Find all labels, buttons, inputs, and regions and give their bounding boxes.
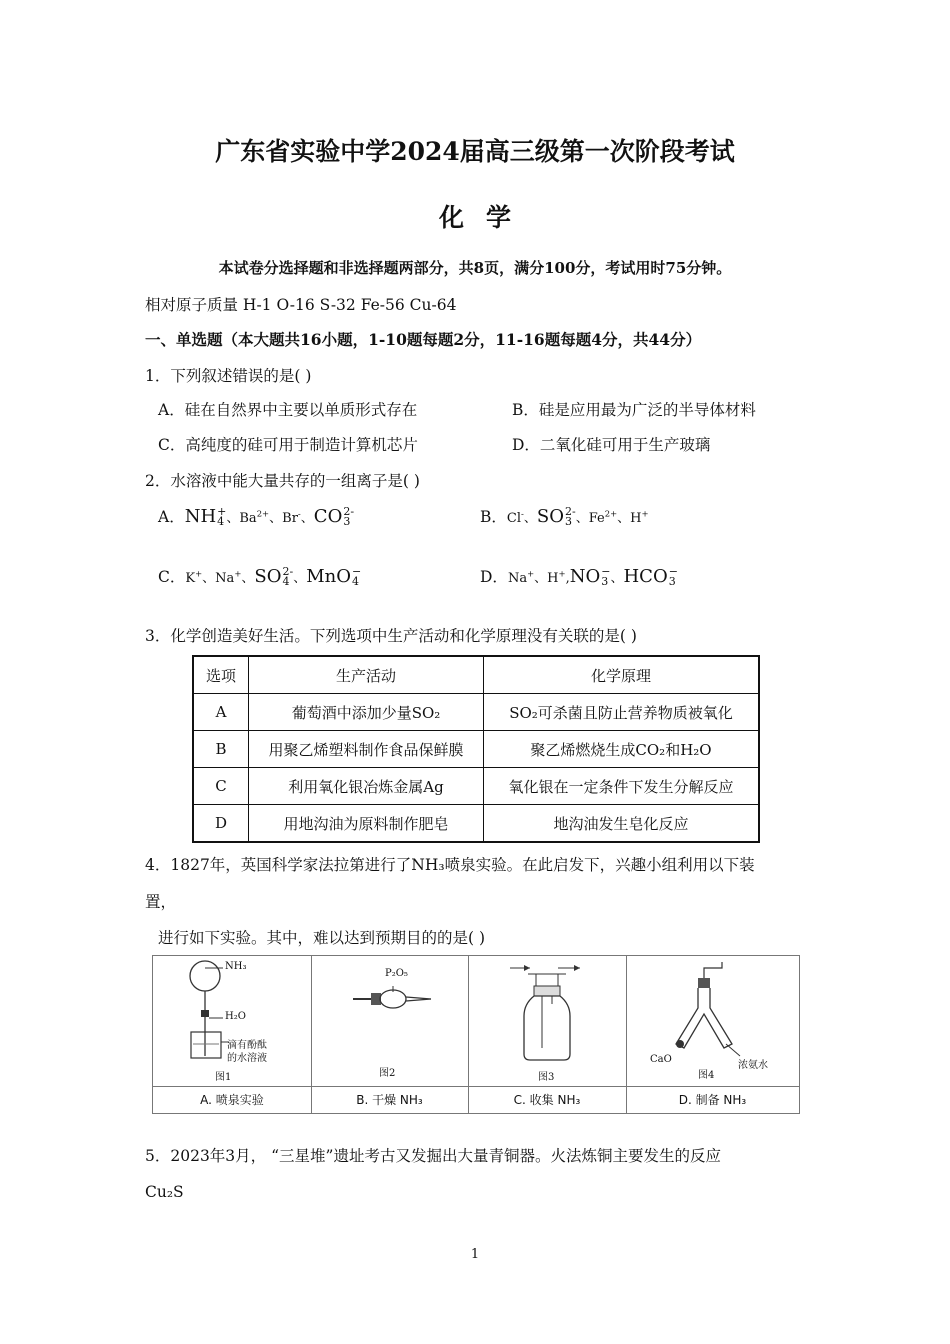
- figure-3: [468, 956, 627, 1113]
- exam-note: 本试卷分选择题和非选择题两部分，共8页，满分100分，考试用时75分钟。: [218, 259, 732, 277]
- table-cell: SO₂可杀菌且防止营养物质被氧化: [484, 694, 760, 731]
- table-cell: 氧化银在一定条件下发生分解反应: [484, 768, 760, 805]
- table-cell: 葡萄酒中添加少量SO₂: [249, 694, 484, 731]
- figure-4-text-cao: CaO: [650, 1054, 672, 1065]
- figure-2-label: 图2: [379, 1068, 396, 1079]
- section-title: 一、单选题（本大题共16小题，1-10题每题2分，11-16题每题4分，共44分）: [145, 330, 702, 349]
- q2-option-d: D．Na+、H+,NO − 3 、HCO − 3: [480, 565, 678, 588]
- q1-option-b: B．硅是应用最为广泛的半导体材料: [512, 401, 756, 419]
- table-cell: 聚乙烯燃烧生成CO₂和H₂O: [484, 731, 760, 768]
- q2-option-c: C．K+、Na+、SO 2- 4 、MnO − 4: [158, 565, 362, 588]
- q1-option-c: C．高纯度的硅可用于制造计算机芯片: [158, 436, 418, 454]
- table-cell: C: [193, 768, 249, 805]
- q2-label-a: A．: [158, 508, 185, 526]
- figure-4-label: 图4: [698, 1070, 715, 1081]
- atomic-masses: 相对原子质量 H-1 O-16 S-32 Fe-56 Cu-64: [145, 296, 457, 314]
- table-row: [193, 731, 759, 768]
- figure-1-text-nh3: NH₃: [225, 961, 247, 972]
- figure-1-text-h2o: H₂O: [225, 1011, 246, 1022]
- figure-3-label: 图3: [538, 1072, 555, 1083]
- q2-label-b: B．: [480, 508, 507, 526]
- table-cell: 地沟油发生皂化反应: [484, 805, 760, 843]
- table-cell: 用聚乙烯塑料制作食品保鲜膜: [249, 731, 484, 768]
- figure-1-text-1: 滴有酚酞: [227, 1040, 267, 1051]
- q5-formula: Cu₂S: [145, 1183, 184, 1201]
- q2-label-c: C．: [158, 568, 186, 586]
- q4-stem-line1: 4．1827年，英国科学家法拉第进行了NH₃喷泉实验。在此启发下，兴趣小组利用以下装: [145, 856, 755, 874]
- figure-3-caption: C. 收集 NH₃: [468, 1086, 626, 1113]
- q2-option-b: B．Cl-、SO 2- 3 、$Fe^{2+}$、H+: [480, 505, 649, 528]
- figure-1-caption: A. 喷泉实验: [153, 1086, 311, 1113]
- table-header-cell: 化学原理: [484, 656, 760, 694]
- q2-stem: 2．水溶液中能大量共存的一组离子是( ): [145, 472, 420, 490]
- table-header-cell: 生产活动: [249, 656, 484, 694]
- table-header-row: [193, 656, 759, 694]
- q4-stem-line2: 置，: [145, 893, 177, 911]
- table-row: [193, 694, 759, 731]
- table-header-cell: 选项: [193, 656, 249, 694]
- q2-option-a: A．NH + 4 、$Ba^{2+}$、Br-、CO 2- 3: [158, 505, 355, 528]
- q1-option-d: D．二氧化硅可用于生产玻璃: [512, 436, 711, 454]
- figure-4: [626, 956, 799, 1113]
- fountain-apparatus-icon: [153, 956, 311, 1088]
- q3-table: [192, 655, 760, 843]
- figure-2-text-p2o5: P₂O₅: [385, 968, 408, 979]
- figure-4-caption: D. 制备 NH₃: [626, 1086, 799, 1113]
- table-cell: 利用氧化银冶炼金属Ag: [249, 768, 484, 805]
- figure-1-text-2: 的水溶液: [227, 1053, 267, 1064]
- figure-2-caption: B. 干燥 NH₃: [311, 1086, 468, 1113]
- figure-1: [153, 956, 312, 1113]
- q1-option-a: A．硅在自然界中主要以单质形式存在: [158, 401, 418, 419]
- table-cell: D: [193, 805, 249, 843]
- table-cell: B: [193, 731, 249, 768]
- q2-label-d: D．: [480, 568, 508, 586]
- q5-stem: 5．2023年3月， “三星堆”遗址考古又发掘出大量青铜器。火法炼铜主要发生的反应: [145, 1147, 721, 1165]
- q3-stem: 3．化学创造美好生活。下列选项中生产活动和化学原理没有关联的是( ): [145, 627, 637, 645]
- table-row: [193, 768, 759, 805]
- q1-stem: 1．下列叙述错误的是( ): [145, 367, 312, 385]
- figure-2: [311, 956, 469, 1113]
- figure-1-label: 图1: [215, 1072, 232, 1083]
- figure-4-text-ammonia: 浓氨水: [738, 1060, 768, 1071]
- q4-stem-line3: 进行如下实验。其中，难以达到预期目的的是( ): [158, 929, 486, 947]
- table-cell: 用地沟油为原料制作肥皂: [249, 805, 484, 843]
- exam-title: 广东省实验中学2024届高三级第一次阶段考试: [215, 137, 735, 166]
- table-cell: A: [193, 694, 249, 731]
- page-number: 1: [470, 1247, 480, 1262]
- table-row: [193, 805, 759, 843]
- q4-figure-panel: [152, 955, 800, 1114]
- subject-title: 化学: [438, 203, 533, 232]
